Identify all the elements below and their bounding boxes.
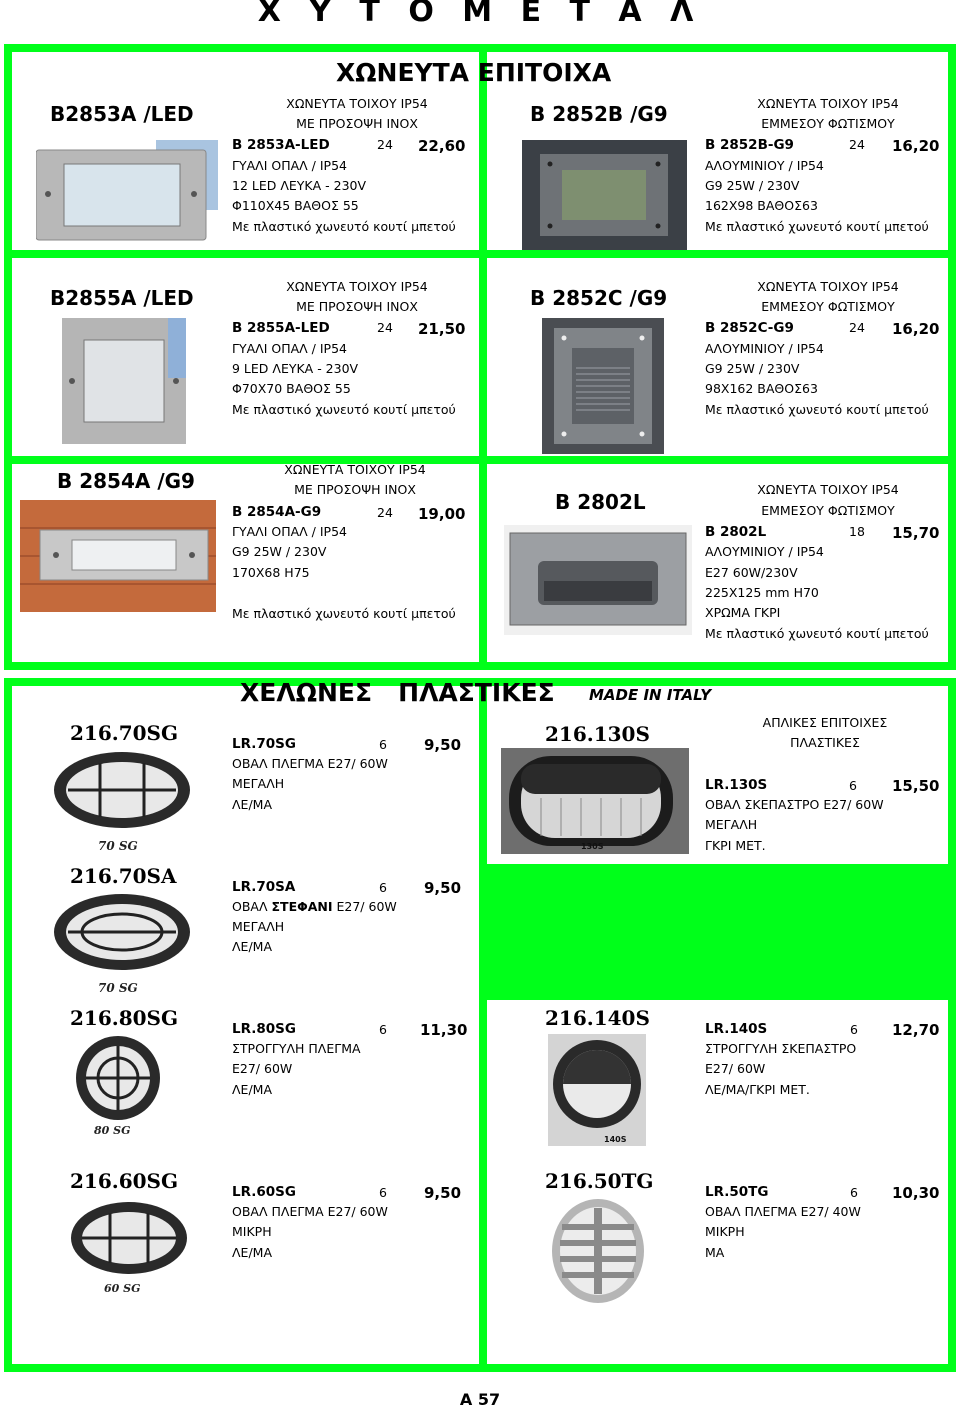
- product-title: ΧΩΝΕΥΤΑ ΤΟΙΧΟΥ IP54: [286, 96, 428, 111]
- product-spec: G9 25W / 230V: [705, 178, 800, 193]
- product-price: 22,60: [418, 137, 466, 155]
- product-code: B 2802L: [555, 490, 646, 514]
- product-ref: LR.130S: [705, 777, 768, 793]
- product-photo-216-130s: [501, 748, 689, 854]
- product-code: 216.130S: [545, 722, 650, 746]
- product-spec: ΜΙΚΡΗ: [705, 1224, 745, 1239]
- product-ref: LR.80SG: [232, 1021, 296, 1037]
- product-ref: LR.70SG: [232, 736, 296, 752]
- product-spec: Φ70Χ70 ΒΑΘΟΣ 55: [232, 381, 351, 396]
- product-price: 15,70: [892, 524, 940, 542]
- section-title-bulkheads: ΧΕΛΩΝΕΣ ΠΛΑΣΤΙΚΕΣ: [240, 678, 555, 707]
- photo-caption: 60 SG: [104, 1282, 141, 1295]
- product-subtitle: ΜΕ ΠΡΟΣΟΨΗ ΙΝΟΧ: [296, 116, 418, 131]
- product-spec: ΟΒΑΛ ΣΚΕΠΑΣΤΡΟ Ε27/ 60W: [705, 797, 884, 812]
- product-header: ΑΠΛΙΚΕΣ ΕΠΙΤΟΙΧΕΣ: [762, 715, 888, 730]
- photo-caption: 80 SG: [94, 1124, 131, 1137]
- product-spec: E27 60W/230V: [705, 565, 798, 580]
- product-code: B 2852B /G9: [530, 102, 668, 126]
- product-qty: 6: [850, 1022, 858, 1037]
- product-ref: B 2855A-LED: [232, 320, 330, 336]
- photo-caption: 70 SG: [98, 981, 138, 995]
- product-spec: ΟΒΑΛ ΠΛΕΓΜΑ Ε27/ 60W: [232, 756, 388, 771]
- product-spec: ΜΙΚΡΗ: [232, 1224, 272, 1239]
- product-ref: B 2852B-G9: [705, 137, 794, 153]
- product-spec: ΧΡΩΜΑ ΓΚΡΙ: [705, 605, 781, 620]
- product-qty: 6: [849, 778, 857, 793]
- product-code: 216.70SG: [70, 721, 179, 745]
- product-spec: ΛΕ/ΜΑ: [232, 797, 272, 812]
- product-spec: ΑΛΟΥΜΙΝΙΟΥ / IP54: [705, 544, 824, 559]
- product-price: 16,20: [892, 320, 940, 338]
- product-spec: Με πλαστικό χωνευτό κουτί μπετού: [705, 402, 929, 417]
- product-header: ΠΛΑΣΤΙΚΕΣ: [790, 735, 860, 750]
- product-price: 10,30: [892, 1184, 940, 1202]
- product-qty: 24: [377, 137, 393, 152]
- product-qty: 6: [379, 1185, 387, 1200]
- product-subtitle: ΜΕ ΠΡΟΣΟΨΗ ΙΝΟΧ: [296, 299, 418, 314]
- product-photo-b2853a: [36, 140, 218, 245]
- product-photo-b2854a: [20, 500, 216, 612]
- product-qty: 24: [377, 320, 393, 335]
- product-spec: Με πλαστικό χωνευτό κουτί μπετού: [232, 219, 456, 234]
- product-price: 15,50: [892, 777, 940, 795]
- product-spec: ΓΥΑΛΙ ΟΠΑΛ / IP54: [232, 341, 347, 356]
- page-title: Χ Υ Τ Ο Μ Ε Τ Α Λ: [257, 0, 703, 29]
- product-qty: 6: [379, 737, 387, 752]
- product-spec: ΟΒΑΛ ΠΛΕΓΜΑ Ε27/ 60W: [232, 1204, 388, 1219]
- product-spec: Με πλαστικό χωνευτό κουτί μπετού: [232, 402, 456, 417]
- section-title-recessed: ΧΩΝΕΥΤΑ ΕΠΙΤΟΙΧΑ: [336, 58, 612, 87]
- product-spec: Με πλαστικό χωνευτό κουτί μπετού: [705, 219, 929, 234]
- product-spec: 12 LED ΛΕΥΚΑ - 230V: [232, 178, 367, 193]
- section-origin: MADE IN ITALY: [589, 686, 712, 704]
- product-spec: ΜΑ: [705, 1245, 725, 1260]
- product-spec: ΑΛΟΥΜΙΝΙΟΥ / IP54: [705, 341, 824, 356]
- product-qty: 24: [849, 320, 865, 335]
- product-spec: ΓΥΑΛΙ ΟΠΑΛ / IP54: [232, 158, 347, 173]
- product-spec: ΜΕΓΑΛΗ: [232, 776, 285, 791]
- product-spec: 162Χ98 ΒΑΘΟΣ63: [705, 198, 818, 213]
- product-title: ΧΩΝΕΥΤΑ ΤΟΙΧΟΥ IP54: [757, 482, 899, 497]
- product-spec: ΜΕΓΑΛΗ: [705, 817, 758, 832]
- product-code: 216.70SA: [70, 864, 177, 888]
- product-code: B 2854A /G9: [57, 469, 195, 493]
- product-qty: 6: [379, 1022, 387, 1037]
- product-spec: Με πλαστικό χωνευτό κουτί μπετού: [232, 606, 456, 621]
- product-spec: ΛΕ/ΜΑ: [232, 939, 272, 954]
- product-spec: ΛΕ/ΜΑ: [232, 1082, 272, 1097]
- product-spec: ΣΤΡΟΓΓΥΛΗ ΠΛΕΓΜΑ: [232, 1041, 361, 1056]
- photo-caption: 70 SG: [98, 839, 138, 853]
- product-title: ΧΩΝΕΥΤΑ ΤΟΙΧΟΥ IP54: [286, 279, 428, 294]
- product-spec: Ε27/ 60W: [232, 1061, 293, 1076]
- product-photo-216-80sg: [60, 1034, 176, 1138]
- product-qty: 18: [849, 524, 865, 539]
- product-photo-b2852c: [542, 318, 664, 454]
- product-spec: ΣΤΡΟΓΓΥΛΗ ΣΚΕΠΑΣΤΡΟ: [705, 1041, 857, 1056]
- product-photo-216-70sg: [48, 748, 196, 856]
- product-spec: ΓΥΑΛΙ ΟΠΑΛ / IP54: [232, 524, 347, 539]
- product-subtitle: ΕΜΜΕΣΟΥ ΦΩΤΙΣΜΟΥ: [761, 116, 895, 131]
- product-spec: ΟΒΑΛ ΠΛΕΓΜΑ Ε27/ 40W: [705, 1204, 861, 1219]
- product-code: B2853A /LED: [50, 102, 194, 126]
- product-spec: ΟΒΑΛ ΣΤΕΦΑΝΙ Ε27/ 60W: [232, 899, 397, 914]
- product-price: 16,20: [892, 137, 940, 155]
- product-ref: B 2854A-G9: [232, 504, 322, 520]
- product-photo-b2855a: [62, 318, 186, 444]
- photo-caption: 140S: [604, 1135, 627, 1144]
- product-qty: 24: [849, 137, 865, 152]
- product-spec: ΛΕ/ΜΑ: [232, 1245, 272, 1260]
- product-spec: 225X125 mm H70: [705, 585, 819, 600]
- product-spec: G9 25W / 230V: [705, 361, 800, 376]
- product-ref: B 2853A-LED: [232, 137, 330, 153]
- product-price: 11,30: [420, 1021, 468, 1039]
- product-photo-216-60sg: [66, 1196, 192, 1298]
- product-subtitle: ΕΜΜΕΣΟΥ ΦΩΤΙΣΜΟΥ: [761, 299, 895, 314]
- product-code: 216.80SG: [70, 1006, 179, 1030]
- product-code: 216.60SG: [70, 1169, 179, 1193]
- product-ref: LR.50TG: [705, 1184, 769, 1200]
- product-qty: 24: [377, 505, 393, 520]
- product-spec: Φ110Χ45 ΒΑΘΟΣ 55: [232, 198, 359, 213]
- product-photo-216-140s: [548, 1034, 646, 1146]
- product-ref: LR.60SG: [232, 1184, 296, 1200]
- product-subtitle: ΜΕ ΠΡΟΣΟΨΗ ΙΝΟΧ: [294, 482, 416, 497]
- product-photo-b2802l: [504, 525, 692, 635]
- product-price: 9,50: [424, 736, 462, 754]
- product-spec: ΛΕ/ΜΑ/ΓΚΡΙ ΜΕΤ.: [705, 1082, 810, 1097]
- product-subtitle: ΕΜΜΕΣΟΥ ΦΩΤΙΣΜΟΥ: [761, 503, 895, 518]
- product-spec: 98Χ162 ΒΑΘΟΣ63: [705, 381, 818, 396]
- product-code: 216.140S: [545, 1006, 650, 1030]
- product-photo-216-70sa: [48, 890, 196, 998]
- product-spec: Με πλαστικό χωνευτό κουτί μπετού: [705, 626, 929, 641]
- product-ref: LR.70SA: [232, 879, 296, 895]
- product-spec: ΓΚΡΙ ΜΕΤ.: [705, 838, 766, 853]
- product-spec: 170Χ68 Η75: [232, 565, 310, 580]
- product-price: 9,50: [424, 879, 462, 897]
- product-code: B2855A /LED: [50, 286, 194, 310]
- product-ref: B 2802L: [705, 524, 767, 540]
- product-price: 19,00: [418, 505, 466, 523]
- product-price: 21,50: [418, 320, 466, 338]
- product-photo-216-50tg: [548, 1196, 648, 1306]
- product-ref: LR.140S: [705, 1021, 768, 1037]
- product-spec: G9 25W / 230V: [232, 544, 327, 559]
- product-code: 216.50TG: [545, 1169, 654, 1193]
- product-code: B 2852C /G9: [530, 286, 668, 310]
- product-price: 9,50: [424, 1184, 462, 1202]
- product-title: ΧΩΝΕΥΤΑ ΤΟΙΧΟΥ IP54: [757, 96, 899, 111]
- page-number: A 57: [459, 1390, 501, 1409]
- product-spec: Ε27/ 60W: [705, 1061, 766, 1076]
- product-title: ΧΩΝΕΥΤΑ ΤΟΙΧΟΥ IP54: [757, 279, 899, 294]
- product-qty: 6: [379, 880, 387, 895]
- product-spec: ΑΛΟΥΜΙΝΙΟΥ / IP54: [705, 158, 824, 173]
- photo-caption: 130S: [581, 842, 604, 851]
- product-price: 12,70: [892, 1021, 940, 1039]
- product-spec: ΜΕΓΑΛΗ: [232, 919, 285, 934]
- product-photo-b2852b: [522, 140, 687, 250]
- product-title: ΧΩΝΕΥΤΑ ΤΟΙΧΟΥ IP54: [284, 462, 426, 477]
- product-spec: 9 LED ΛΕΥΚΑ - 230V: [232, 361, 359, 376]
- product-qty: 6: [850, 1185, 858, 1200]
- product-ref: B 2852C-G9: [705, 320, 794, 336]
